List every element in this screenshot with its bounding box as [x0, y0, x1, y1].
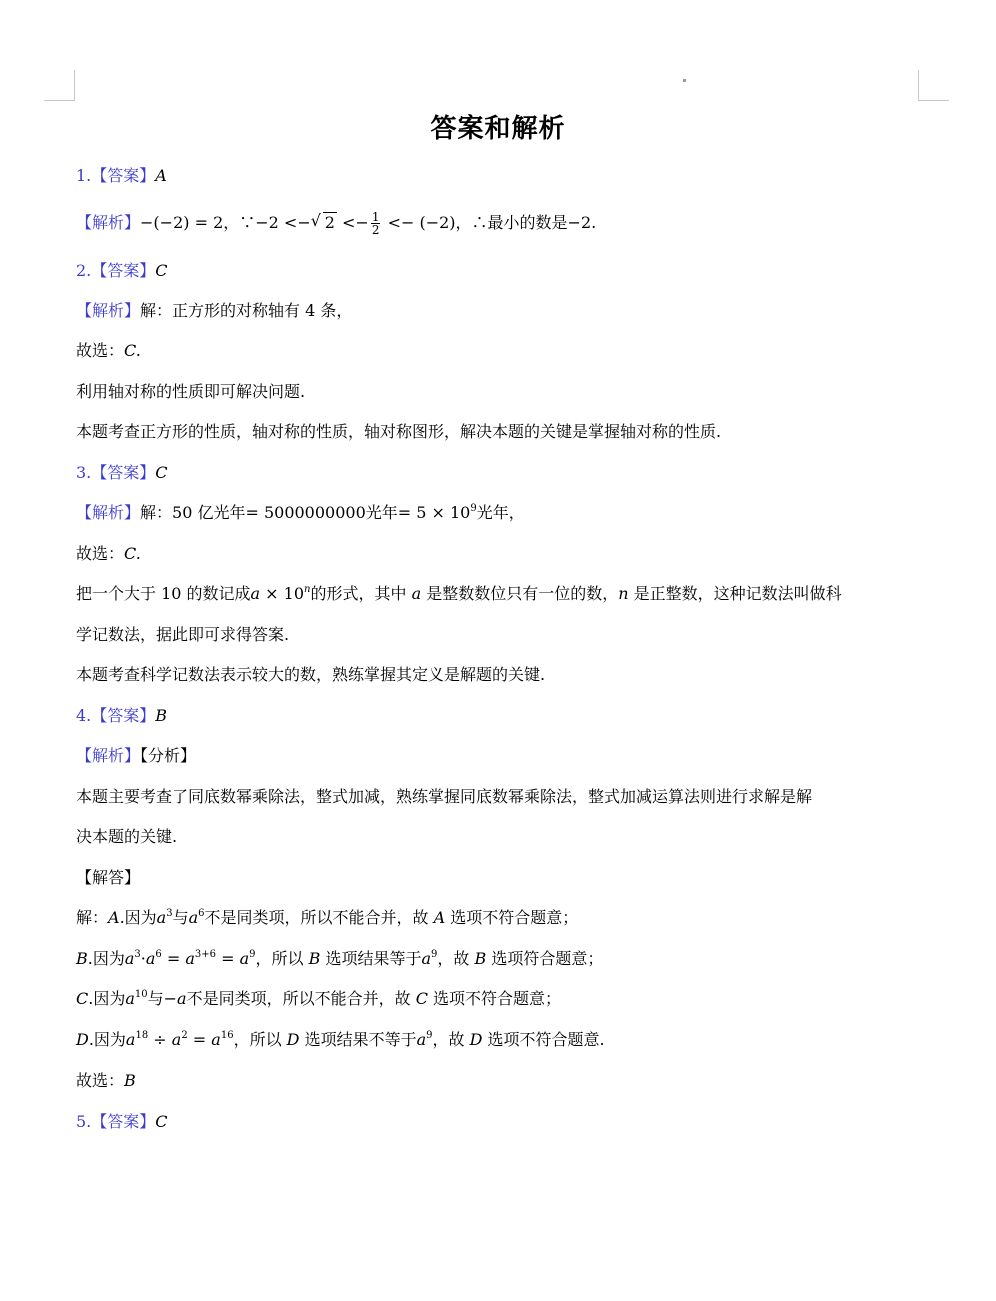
math-var-a: a: [145, 949, 156, 968]
math-var-a: a: [125, 1030, 136, 1049]
analysis-label: 【解析】: [76, 746, 141, 765]
q2-analysis-text: 解：正方形的对称轴有 4 条，: [140, 301, 353, 320]
q1-answer-line: [76, 165, 167, 187]
q3-summary-line: 本题考查科学记数法表示较大的数，熟练掌握其定义是解题的关键.: [76, 665, 546, 684]
math-var-a: a: [125, 989, 135, 1008]
text: 选项符合题意；: [486, 949, 604, 968]
q1-analysis-text: −(−2) = 2，∵−2 <−: [140, 213, 311, 232]
q4-option-b-line: [76, 948, 603, 970]
q4-answer-line: [76, 705, 167, 727]
page-corner-mark-right: [918, 70, 949, 101]
q3-method-text: 是正整数，这种记数法叫做科: [628, 584, 842, 603]
math-operator: ·: [140, 949, 146, 968]
text: .因为: [88, 989, 126, 1008]
analysis-label: 【解析】: [76, 213, 141, 232]
q2-number: 2.: [76, 261, 92, 280]
math-var-n: n: [618, 584, 629, 603]
answer-label: 【答案】: [91, 261, 156, 280]
q2-summary-line: 本题考查正方形的性质，轴对称的性质，轴对称图形，解决本题的关键是掌握轴对称的性质.: [76, 422, 722, 441]
q4-answer: B: [155, 706, 168, 725]
text: ，故: [432, 1030, 470, 1049]
q4-select-letter: B: [124, 1071, 136, 1090]
q1-answer: A: [155, 166, 167, 185]
option-letter: D: [469, 1030, 483, 1049]
exponent: n: [304, 584, 311, 595]
math-var-a: a: [411, 584, 422, 603]
text: 与−: [147, 989, 178, 1008]
text: 解：: [76, 908, 109, 927]
math-var-a: a: [211, 1030, 221, 1049]
exponent: 3+6: [194, 949, 217, 960]
text: ，所以: [255, 949, 309, 968]
header-dot: [683, 79, 686, 82]
text: .因为: [87, 949, 125, 968]
q4-option-a-line: [76, 907, 578, 929]
option-letter: D: [76, 1030, 89, 1049]
text: 选项结果等于: [320, 949, 422, 968]
math-var-a: a: [185, 949, 195, 968]
math-var-a: a: [156, 908, 167, 927]
text: 选项不符合题意；: [445, 908, 579, 927]
q2-method-line: 利用轴对称的性质即可解决问题.: [76, 382, 306, 401]
exponent: 2: [181, 1030, 188, 1041]
q4-jieda-label: 【解答】: [76, 868, 141, 887]
q2-answer: C: [155, 261, 168, 280]
option-letter: C: [415, 989, 428, 1008]
exponent: 6: [198, 908, 205, 919]
q3-analysis-text: 解：50 亿光年= 5000000000光年= 5 × 10: [140, 503, 471, 522]
q5-answer-line: [76, 1111, 168, 1133]
option-letter: C: [76, 989, 89, 1008]
select-prefix: 故选：: [76, 544, 125, 563]
q1-number: 1.: [76, 166, 92, 185]
math-var-a: a: [250, 584, 261, 603]
q3-number: 3.: [76, 463, 92, 482]
exponent: 10: [134, 989, 148, 1000]
math-var-a: a: [177, 989, 187, 1008]
math-operator: =: [161, 949, 186, 968]
text: 不是同类项，所以不能合并，故: [186, 989, 416, 1008]
q3-analysis-line: [76, 502, 525, 524]
option-letter: B: [474, 949, 487, 968]
option-letter: B: [76, 949, 88, 968]
exponent: 9: [431, 949, 438, 960]
q2-select-letter: C.: [124, 341, 141, 360]
q3-answer-line: [76, 462, 168, 484]
exponent: 3: [134, 949, 141, 960]
math-operator: =: [216, 949, 240, 968]
math-operator: ÷: [148, 1030, 172, 1049]
q5-answer: C: [155, 1112, 168, 1131]
analysis-label: 【解析】: [76, 301, 141, 320]
page-title: 答案和解析: [430, 114, 566, 144]
text: ，故: [437, 949, 475, 968]
sqrt-radicand: 2: [324, 213, 335, 232]
q4-fenxi-line-2: 决本题的关键.: [76, 827, 178, 846]
math-var-a: a: [124, 949, 135, 968]
answer-label: 【答案】: [91, 1112, 156, 1131]
fraction: [371, 211, 381, 236]
math-var-a: a: [188, 908, 199, 927]
option-letter: A: [433, 908, 446, 927]
q3-method-text: 把一个大于 10 的数记成: [76, 584, 251, 603]
exponent: 16: [220, 1030, 234, 1041]
math-var-a: a: [171, 1030, 182, 1049]
q3-method-line-2: 学记数法，据此即可求得答案.: [76, 625, 290, 644]
q1-analysis-text: <−: [336, 213, 369, 232]
q1-analysis-text: <− (−2)，∴最小的数是−2.: [382, 213, 597, 232]
q4-option-d-line: [76, 1029, 605, 1051]
answer-label: 【答案】: [91, 166, 156, 185]
analysis-label: 【解析】: [76, 503, 141, 522]
q3-answer: C: [155, 463, 168, 482]
q4-fenxi-line-1: 本题主要考查了同底数幂乘除法，整式加减，熟练掌握同底数幂乘除法，整式加减运算法则进行求解是解: [76, 787, 813, 806]
q3-select-letter: C.: [124, 544, 141, 563]
text: .因为: [88, 1030, 126, 1049]
math-var-a: a: [421, 949, 432, 968]
fraction-denominator: 2: [371, 223, 380, 237]
q5-number: 5.: [76, 1112, 92, 1131]
math-text: × 10: [260, 584, 305, 603]
exponent: 9: [426, 1030, 433, 1041]
q4-option-c-line: [76, 988, 561, 1010]
sqrt-expression: √ 2: [310, 211, 335, 232]
exponent: 6: [155, 949, 162, 960]
q2-select-line: [76, 340, 141, 362]
q3-method-text: 的形式，其中: [310, 584, 412, 603]
select-prefix: 故选：: [76, 1071, 125, 1090]
q2-analysis-line: [76, 300, 352, 322]
option-letter: B: [308, 949, 321, 968]
q3-method-line: [76, 583, 842, 605]
answer-label: 【答案】: [91, 463, 156, 482]
q3-select-line: [76, 543, 141, 565]
exponent: 18: [135, 1030, 149, 1041]
text: 选项结果不等于: [299, 1030, 417, 1049]
exponent: 9: [249, 949, 256, 960]
q2-answer-line: [76, 260, 168, 282]
text: .因为: [119, 908, 157, 927]
fraction-numerator: 1: [371, 210, 380, 224]
exponent: 3: [166, 908, 173, 919]
select-prefix: 故选：: [76, 341, 125, 360]
page-corner-mark-left: [44, 70, 75, 101]
text: ，所以: [233, 1030, 287, 1049]
q1-analysis-line: [76, 211, 596, 236]
math-operator: =: [187, 1030, 212, 1049]
q4-select-line: [76, 1070, 136, 1092]
q4-number: 4.: [76, 706, 92, 725]
option-letter: D: [286, 1030, 300, 1049]
q4-analysis-line: [76, 745, 196, 767]
answer-label: 【答案】: [91, 706, 156, 725]
math-var-a: a: [239, 949, 250, 968]
exponent: 9: [470, 503, 477, 514]
q3-method-text: 是整数数位只有一位的数，: [421, 584, 619, 603]
text: 选项不符合题意.: [482, 1030, 605, 1049]
option-letter: A: [108, 908, 120, 927]
text: 选项不符合题意；: [427, 989, 562, 1008]
q3-analysis-text: 光年，: [476, 503, 525, 522]
fenxi-label: 【分析】: [140, 746, 197, 765]
math-var-a: a: [416, 1030, 427, 1049]
text: 不是同类项，所以不能合并，故: [204, 908, 434, 927]
text: 与: [172, 908, 189, 927]
